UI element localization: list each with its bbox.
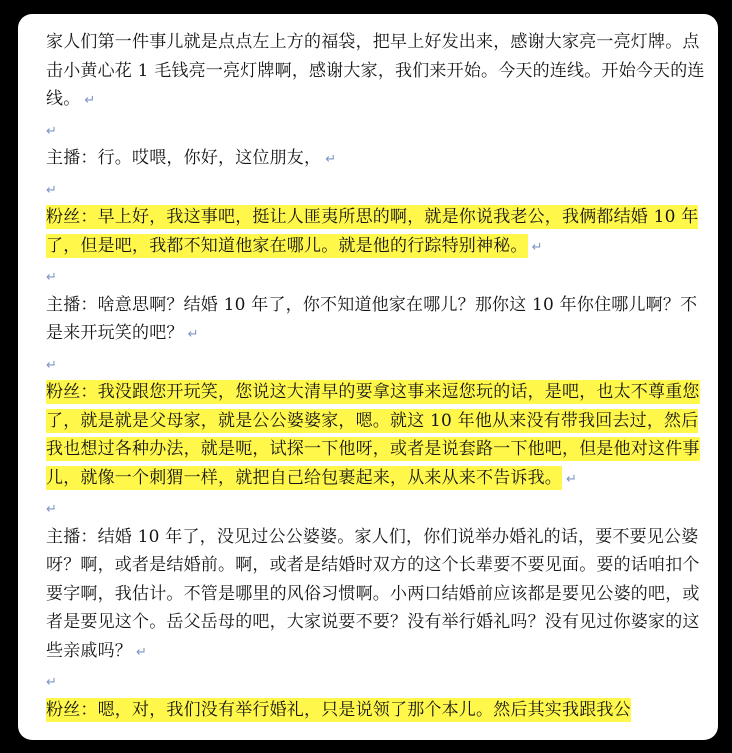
paragraph-text: 主播：行。哎喂，你好，这位朋友， bbox=[46, 148, 322, 168]
empty-paragraph bbox=[46, 175, 706, 204]
document-body bbox=[46, 28, 706, 724]
paragraph-mark-icon: ↵ bbox=[46, 270, 58, 285]
empty-paragraph bbox=[46, 350, 706, 379]
empty-paragraph bbox=[46, 262, 706, 291]
paragraph-mark-icon: ↵ bbox=[84, 93, 96, 108]
paragraph-text: 家人们第一件事儿就是点点左上方的福袋，把早上好发出来，感谢大家亮一亮灯牌。点击小黄心花 1 毛钱亮一亮灯牌啊，感谢大家，我们来开始。今天的连线。开始今天的连线。 bbox=[46, 32, 705, 109]
paragraph-intro bbox=[46, 28, 706, 116]
paragraph-mark-icon: ↵ bbox=[46, 357, 58, 373]
paragraph-text: 主播：结婚 10 年了，没见过公公婆婆。家人们，你们说举办婚礼的话，要不要见公婆呀？啊，或者是结婚前。啊，或者是结婚时双方的这个长辈要不要见面。要的话咱扣个要字啊，我估计。不管是哪里的风俗习惯啊。小两口结婚前应该都是要见公婆的吧，或者是要见这个。岳父岳母的吧，大家说要不要？没有举行婚礼吗？没有见过你婆家的这些亲戚吗？ bbox=[46, 526, 700, 661]
paragraph-host-2 bbox=[46, 291, 706, 350]
highlighted-text: 粉丝：我没跟您开玩笑，您说这大清早的要拿这事来逗您玩的话，是吧，也太不尊重您了，就是就是父母家，就是公公婆婆家，嗯。就这 10 年他从来没有带我回去过，然后我也想过各种办法，就是呃，试探一下他呀，或者是说套路一下他吧，但是他对这件事儿，就像一个刺猬一样，就把自己给包裹起来，从来从来不告诉我。 bbox=[46, 382, 700, 488]
document-page bbox=[18, 14, 718, 740]
paragraph-mark-icon: ↵ bbox=[46, 502, 58, 517]
paragraph-fan-2 bbox=[46, 378, 706, 494]
empty-paragraph bbox=[46, 667, 706, 696]
highlighted-text: 粉丝：早上好，我这事吧，挺让人匪夷所思的啊，就是你说我老公，我俩都结婚 10 年了，但是吧，我都不知道他家在哪儿。就是他的行踪特别神秘。 bbox=[46, 207, 699, 256]
paragraph-mark-icon: ↵ bbox=[46, 182, 58, 198]
paragraph-mark-icon: ↵ bbox=[46, 675, 58, 690]
paragraph-text: 主播：啥意思啊？结婚 10 年了，你不知道他家在哪儿？那你这 10 年你住哪儿啊？不是来开玩笑的吧？ bbox=[46, 294, 698, 343]
paragraph-mark-icon: ↵ bbox=[136, 644, 148, 660]
paragraph-mark-icon: ↵ bbox=[531, 239, 543, 255]
paragraph-host-1 bbox=[46, 144, 706, 175]
empty-paragraph bbox=[46, 494, 706, 523]
paragraph-host-3 bbox=[46, 523, 706, 668]
paragraph-mark-icon: ↵ bbox=[566, 471, 578, 487]
highlighted-text: 粉丝：嗯，对，我们没有举行婚礼，只是说领了那个本儿。然后其实我跟我公 bbox=[46, 699, 631, 720]
empty-paragraph bbox=[46, 116, 706, 145]
paragraph-mark-icon: ↵ bbox=[46, 123, 58, 139]
paragraph-mark-icon: ↵ bbox=[325, 152, 337, 167]
paragraph-mark-icon: ↵ bbox=[187, 327, 199, 342]
paragraph-fan-3 bbox=[46, 696, 706, 725]
paragraph-fan-1 bbox=[46, 203, 706, 262]
